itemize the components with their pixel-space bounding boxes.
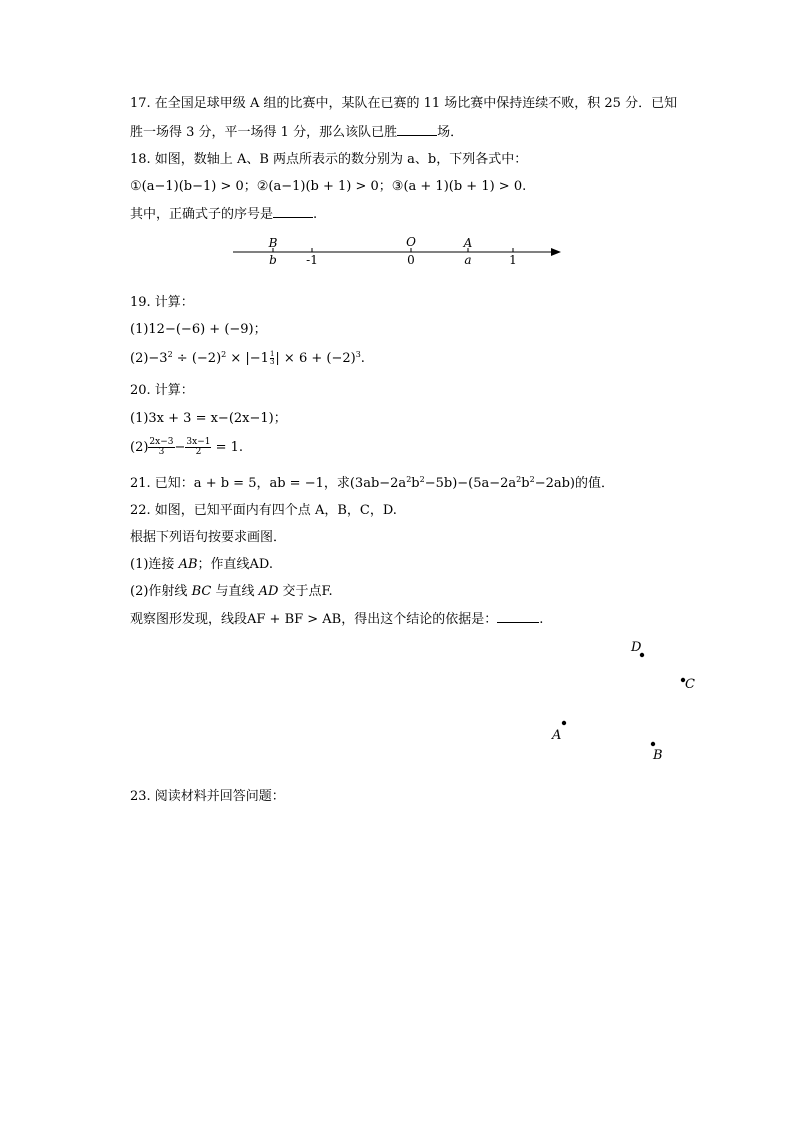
q17-line1: 17. 在全国足球甲级 A 组的比赛中，某队在已赛的 11 场比赛中保持连续不败，积 25 分．已知: [130, 96, 678, 111]
q22-instruction: 根据下列语句按要求画图．: [130, 530, 287, 545]
q22-answer-blank: [497, 610, 539, 623]
q19-exp-2: 2: [221, 350, 227, 359]
q18-answer-blank: [273, 205, 313, 218]
q19-p2-c: × |−1: [226, 351, 269, 366]
q19-part1: (1)12−(−6) + (−9)；: [130, 322, 267, 337]
q18-prompt-text: 其中，正确式子的序号是: [130, 207, 274, 222]
q17-line2: [130, 123, 463, 142]
q17-line2-text: 胜一场得 3 分，平一场得 1 分，那么该队已胜: [130, 125, 398, 140]
q22-s2-a: (2)作射线: [130, 584, 192, 599]
q21-exp-4: 2: [529, 475, 535, 484]
q18-answer-prompt: [130, 205, 317, 224]
point-A-label-fig: A: [552, 728, 562, 743]
point-O-label: O: [406, 235, 416, 249]
tick-1-label: 1: [509, 253, 517, 267]
point-C-label: C: [685, 677, 695, 692]
q21-line: [130, 475, 614, 494]
q20-part1: (1)3x + 3 = x−(2x−1)；: [130, 411, 287, 426]
q20-fraction-1: [148, 438, 174, 457]
q20-fraction-2: [185, 438, 211, 457]
q19-fraction: [270, 351, 274, 366]
q20-minus: −: [174, 440, 186, 455]
q22-s1-b: AB: [178, 557, 198, 572]
q18-options: ①(a−1)(b−1) > 0；②(a−1)(b + 1) > 0；③(a + 1)(b + 1) > 0.: [130, 179, 527, 194]
q21-exp-2: 2: [419, 475, 425, 484]
q20-p2-prefix: (2): [130, 440, 149, 455]
point-a-label: a: [464, 253, 472, 267]
q22-s2-d: AD: [258, 584, 279, 599]
q19-part2: [130, 350, 365, 369]
q20-f1-num: 2x−3: [149, 437, 174, 447]
q20-f1-den: 3: [158, 447, 165, 457]
q22-observe-text: 观察图形发现，线段AF + BF > AB，得出这个结论的依据是：: [130, 612, 498, 627]
q18-intro: 18. 如图，数轴上 A、B 两点所表示的数分别为 a、b，下列各式中：: [130, 152, 528, 167]
q21-exp-1: 2: [406, 475, 412, 484]
q19-frac-num: 1: [269, 350, 275, 358]
q21-c: −5b)−(5a−2a: [424, 476, 517, 491]
q19-p2-e: .: [360, 351, 365, 366]
q21-e: −2ab)的值．: [534, 476, 614, 491]
point-B-label-fig: B: [653, 748, 663, 763]
q22-step2: [130, 583, 333, 601]
q20-f2-num: 3x−1: [186, 437, 211, 447]
q21-exp-3: 2: [516, 475, 522, 484]
q22-period: .: [539, 612, 544, 627]
q22-intro: 22. 如图，已知平面内有四个点 A，B，C，D.: [130, 503, 397, 518]
number-line: [225, 232, 570, 272]
q19-p2-a: (2)−3: [130, 351, 168, 366]
q20-title: 20. 计算：: [130, 383, 194, 398]
q19-frac-den: 3: [269, 358, 275, 366]
q17-line2-end: 场．: [437, 125, 464, 140]
q22-s2-b: BC: [191, 584, 212, 599]
q19-exp-3: 3: [355, 350, 361, 359]
q19-p2-d: | × 6 + (−2): [275, 351, 356, 366]
points-figure: [540, 630, 710, 770]
number-line-arrow: [551, 248, 561, 256]
q22-observe: [130, 610, 543, 629]
q22-s1-a: (1)连接: [130, 557, 179, 572]
point-B-label: B: [268, 236, 278, 250]
point-A-dot: [562, 721, 566, 725]
q20-rhs: = 1.: [211, 440, 244, 455]
q18-period: .: [313, 207, 318, 222]
q21-d: b: [521, 476, 530, 491]
tick-0-label: 0: [407, 253, 415, 267]
q21-a: 21. 已知：a + b = 5，ab = −1，求(3ab−2a: [130, 476, 407, 491]
point-b-label: b: [269, 253, 277, 267]
q22-s1-c: ；作直线AD.: [197, 557, 273, 572]
point-D-label: D: [631, 640, 642, 655]
point-B-dot: [651, 742, 655, 746]
point-A-label: A: [463, 236, 473, 250]
tick-neg1-label: -1: [306, 253, 318, 267]
q22-s2-e: 交于点F.: [278, 584, 333, 599]
q23-title: 23. 阅读材料并回答问题：: [130, 789, 285, 804]
q20-f2-den: 2: [195, 447, 202, 457]
q22-step1: [130, 556, 273, 574]
q21-b: b: [411, 476, 420, 491]
q19-title: 19. 计算：: [130, 295, 194, 310]
q19-p2-b: ÷ (−2): [172, 351, 222, 366]
q22-s2-c: 与直线: [211, 584, 259, 599]
q19-exp-1: 2: [167, 350, 173, 359]
q20-part2: [130, 438, 243, 457]
q17-answer-blank: [397, 123, 437, 136]
